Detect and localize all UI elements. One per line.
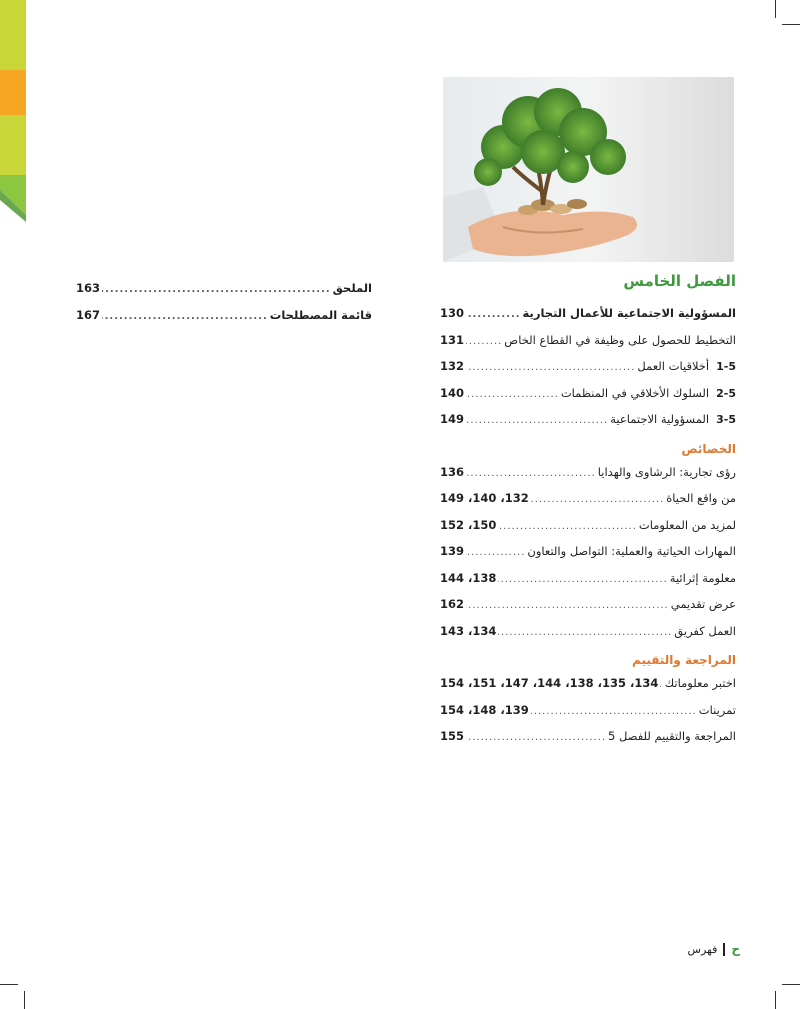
footer-divider bbox=[723, 943, 725, 956]
page-reference: 132 bbox=[440, 359, 465, 373]
dot-leader bbox=[531, 699, 697, 726]
entry-title: السلوك الأخلاقي في المنظمات bbox=[560, 385, 710, 400]
entry-title: التخطيط للحصول على وظيفة في القطاع الخاص bbox=[504, 332, 736, 347]
entry-title: معلومة إثرائية bbox=[669, 570, 736, 585]
page-reference: 167 bbox=[76, 307, 101, 322]
toc-entry bbox=[76, 302, 372, 329]
entry-title: المسؤولية الاجتماعية bbox=[610, 412, 710, 426]
toc-entry bbox=[440, 406, 736, 433]
toc-entry bbox=[440, 723, 736, 750]
lesson-number: 1-5 bbox=[716, 360, 736, 373]
dot-leader bbox=[660, 672, 662, 699]
entry-title: عرض تقديمي bbox=[670, 597, 736, 611]
crop-mark bbox=[775, 991, 776, 1009]
dot-leader bbox=[466, 461, 596, 488]
entry-title: العمل كفريق bbox=[674, 623, 736, 638]
dot-leader bbox=[498, 620, 672, 647]
entry-title: المراجعة والتقييم للفصل 5 bbox=[608, 729, 736, 743]
entry-title: من واقع الحياة bbox=[666, 491, 736, 505]
page-reference: 155 bbox=[440, 729, 465, 743]
dot-leader bbox=[102, 277, 331, 304]
dot-leader bbox=[498, 514, 637, 541]
page-reference: 134، 143 bbox=[440, 623, 497, 638]
dot-leader bbox=[466, 329, 502, 356]
entry-title: المهارات الحياتية والعملية: التواصل والتعاون bbox=[527, 544, 736, 558]
page-reference: 162 bbox=[440, 597, 465, 611]
page-reference: 130 bbox=[440, 306, 465, 320]
page-reference: 131 bbox=[440, 332, 465, 347]
toc-entry bbox=[440, 618, 736, 645]
page-reference: 132، 140، 149 bbox=[440, 491, 529, 505]
dot-leader bbox=[466, 302, 521, 329]
dot-leader bbox=[531, 487, 664, 514]
toc-entry bbox=[440, 353, 736, 380]
dot-leader bbox=[466, 382, 559, 409]
page-number: ح bbox=[731, 942, 740, 956]
toc-entry bbox=[440, 459, 736, 486]
crop-mark bbox=[782, 984, 800, 985]
page-reference: 139، 148، 154 bbox=[440, 702, 529, 717]
chapter-title: الفصل الخامس bbox=[623, 272, 736, 290]
entry-title: رؤى تجارية: الرشاوى والهدايا bbox=[597, 464, 736, 479]
dot-leader bbox=[498, 567, 667, 594]
footer-label: فهرس bbox=[687, 942, 718, 956]
page-reference: 138، 144 bbox=[440, 570, 497, 585]
toc-entry bbox=[440, 697, 736, 724]
dot-leader bbox=[102, 304, 268, 331]
page-reference: 134، 135، 138، 144، 147، 151، 154 bbox=[440, 676, 659, 690]
toc-entry bbox=[440, 512, 736, 539]
dot-leader bbox=[466, 593, 669, 620]
page-reference: 149 bbox=[440, 412, 465, 426]
crop-mark bbox=[0, 984, 18, 985]
tree-in-hand-image bbox=[443, 77, 734, 262]
entry-title: اختبر معلوماتك bbox=[664, 676, 736, 690]
toc-entry bbox=[440, 485, 736, 512]
crop-mark bbox=[782, 24, 800, 25]
page-reference: 136 bbox=[440, 464, 465, 479]
toc-entry bbox=[440, 538, 736, 565]
entry-title: تمرينات bbox=[698, 702, 736, 717]
crop-mark bbox=[24, 991, 25, 1009]
decorative-side-strip bbox=[0, 0, 26, 230]
toc-entry bbox=[440, 565, 736, 592]
toc-entry bbox=[440, 670, 736, 697]
toc-entry bbox=[440, 300, 736, 327]
entry-title: لمزيد من المعلومات bbox=[638, 517, 736, 532]
appendix-contents bbox=[76, 275, 372, 328]
toc-entry bbox=[440, 591, 736, 618]
review-heading: المراجعة والتقييم bbox=[632, 653, 736, 667]
page-reference: 163 bbox=[76, 281, 101, 295]
page-reference: 150، 152 bbox=[440, 517, 497, 532]
toc-entry bbox=[76, 275, 372, 302]
crop-mark bbox=[775, 0, 776, 18]
lesson-number: 2-5 bbox=[716, 386, 736, 400]
page-footer bbox=[650, 942, 740, 956]
dot-leader bbox=[466, 725, 606, 752]
dot-leader bbox=[466, 408, 608, 435]
dot-leader bbox=[466, 540, 525, 567]
features-heading: الخصائص bbox=[681, 441, 736, 456]
chapter-contents bbox=[440, 270, 736, 750]
lesson-number: 3-5 bbox=[716, 413, 736, 426]
page-reference: 140 bbox=[440, 385, 465, 400]
page-reference: 139 bbox=[440, 544, 465, 558]
entry-title: أخلاقيات العمل bbox=[637, 359, 710, 373]
toc-entry bbox=[440, 327, 736, 354]
dot-leader bbox=[466, 355, 635, 382]
entry-title: الملحق bbox=[332, 281, 372, 295]
toc-entry bbox=[440, 380, 736, 407]
entry-title: المسؤولية الاجتماعية للأعمال التجارية bbox=[522, 306, 736, 320]
entry-title: قائمة المصطلحات bbox=[269, 307, 372, 322]
